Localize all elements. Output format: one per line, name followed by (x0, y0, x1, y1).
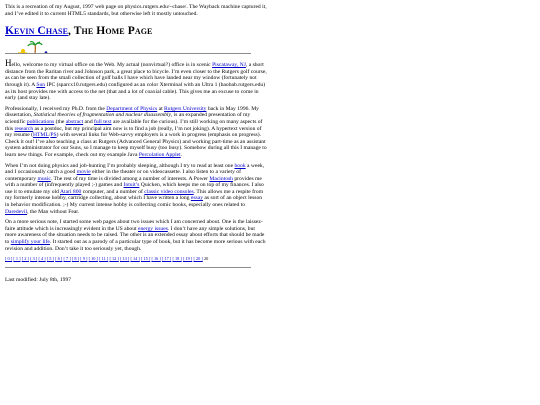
energy-issues-link[interactable]: energy issues (137, 225, 168, 232)
text-run: When I’m not doing physics and job-hunting I’m probably sleeping, although I try to read at least one (5, 162, 235, 169)
text-run: , a short distance from the Raritan river and Johnson park, a great place to bicycle. I’m even closer to the Rutgers golf course, as can be seen from the small collection of golf balls I have which have landed near my window (fortunately not through it). A (5, 62, 267, 88)
resume-ps-link[interactable]: PS (50, 132, 57, 139)
nav-link[interactable]: [ 10 ] (88, 256, 98, 262)
nav-link[interactable]: [ 6 ] (55, 256, 63, 262)
piscataway-link[interactable]: Piscataway, NJ (212, 62, 246, 69)
text-run: . This allows me a respite from my formerly intense hobby, cartridge collecting, about which I have written a long (5, 188, 264, 202)
publications-link[interactable]: publications (26, 118, 55, 125)
text-run: back in May 1996. My dissertation, (5, 105, 259, 119)
text-run: On a more serious note, I started some web pages about two issues which I am concerned about. One is the laissez-faire attitude which is increasingly evident in the US about (5, 219, 263, 232)
simplify-your-life-link[interactable]: simplify your life (10, 239, 50, 246)
text-run: . It started out as a parody of a particular type of book, but it has become more serious with each revision and addition. Don’t take it too seriously yet, though. (5, 239, 266, 252)
banner (5, 42, 251, 56)
text-run: at (157, 105, 165, 112)
intuit-link[interactable]: Intuit’s (123, 182, 140, 189)
text-run: . I don’t have any simple solutions, but more awareness of the situation needs to be raised. The other is an extended essay about efforts that should be made to (5, 225, 265, 246)
text-run: a week, and I occasionally catch a good (5, 162, 265, 176)
professional-paragraph (5, 106, 267, 159)
nav-link[interactable]: [ 7 ] (63, 256, 71, 262)
text-run: . (180, 151, 183, 158)
full-text-link[interactable]: full text (94, 118, 112, 125)
text-run: are available for the curious). I’m still working on many aspects of this (5, 118, 263, 132)
text-run: provides me with a number of (infrequently played ;-) games and (5, 175, 262, 189)
macintosh-link[interactable]: Macintosh (209, 175, 233, 182)
nav-link[interactable]: [ 9 ] (80, 256, 88, 262)
atari-800-link[interactable]: Atari 800 (60, 188, 82, 195)
classic-video-consoles-link[interactable]: classic video consoles (144, 188, 194, 195)
nav-link[interactable]: [ 8 ] (71, 256, 80, 262)
text-run: . The rest of my time is divided among a number of interests. A Power (50, 175, 210, 182)
drop-cap: H (5, 58, 12, 69)
nav-link[interactable]: [ 17 ] (161, 256, 172, 262)
nav-link[interactable]: [ 20 ] (193, 256, 203, 262)
text-run: as a postdoc, but my principal aim now is to find a job (really, I’m not joking). A hypertext version of my resume ( (5, 125, 262, 139)
nav-tail: 20 (203, 256, 209, 262)
text-run: ello, welcome to my virtual office on the Web. My actual (nonvirtual?) office is in scenic (11, 62, 213, 69)
nav-link[interactable]: [ 15 ] (140, 256, 151, 262)
nav-link[interactable]: [ 11 ] (99, 256, 109, 262)
daredevil-link[interactable]: Daredevil (5, 208, 28, 215)
nav-link[interactable]: [ 2 ] (21, 256, 29, 262)
text-run: either in the theater or on videocassette. I also listen to a variety of contemporary (5, 169, 241, 182)
essay-link[interactable]: essay (190, 195, 204, 202)
text-run: , is an expanded presentation of my scientific (5, 112, 251, 125)
resume-html-link[interactable]: HTML (32, 132, 49, 139)
rutgers-university-link[interactable]: Rutgers University (164, 105, 207, 112)
nav-link[interactable]: [ 18 ] (172, 256, 182, 262)
issues-paragraph (5, 219, 267, 252)
text-run: ) with several links for Web-savvy employers is a work in progress (emphasis on progress). Check it out! I’ve also teaching a class at Rutgers (Advanced General Physics) and working part-time as an assistant system administrator for our Suns, so I manage to keep myself busy (too busy). Somehow during all this I manage to learn new things. For example, check out my example Java (5, 132, 267, 158)
research-link[interactable]: research (14, 125, 34, 132)
text-run: (the (54, 118, 66, 125)
footer-rule (5, 267, 251, 268)
nav-link[interactable]: [ 4 ] (38, 256, 46, 262)
banner-rule (5, 53, 251, 54)
page-title (5, 25, 529, 38)
text-run: Professionally, I received my Ph.D. from the (5, 105, 107, 112)
last-modified: Last modified: July 8th, 1997 (5, 277, 72, 284)
title-name-link[interactable]: Kevin Chase (5, 25, 69, 38)
page-navigation (5, 256, 267, 262)
nav-link[interactable]: [ 12 ] (109, 256, 119, 262)
text-run: computer, and a number of (81, 188, 145, 195)
dissertation-title: Statistical theories of fragmentation and nuclear disassembly (33, 112, 171, 119)
nav-link[interactable]: [ 5 ] (46, 256, 54, 262)
abstract-link[interactable]: abstract (65, 118, 84, 125)
hobbies-paragraph (5, 163, 267, 216)
nav-link[interactable]: [ 16 ] (151, 256, 161, 262)
text-run: , the Man without Fear. (27, 208, 80, 215)
text-run: / (48, 132, 51, 139)
nav-link[interactable]: [ 3 ] (30, 256, 38, 262)
title-rest: The Home Page (73, 25, 153, 38)
nav-link[interactable]: [ 0 ] (5, 256, 13, 262)
text-run: and (83, 118, 95, 125)
sun-link[interactable]: Sun (36, 81, 46, 88)
text-run: Quicken, which keeps me on top of my finances. I also use it to emulate my old (5, 182, 264, 195)
movie-link[interactable]: movie (76, 169, 91, 176)
nav-link[interactable]: [ 19 ] (182, 256, 193, 262)
book-link[interactable]: book (234, 162, 246, 169)
intro-paragraph: This is a recreation of my August, 1997 web page on physics.rutgers.edu/~chase/. The Wayback machine captured it, and I’ve edited it to current HTML5 standards, but otherwise left it mostly untouched. (5, 4, 267, 17)
title-separator: , (68, 25, 71, 38)
text-run: IPC (sparcx10.rutgers.edu) configured as an color Xterminal with an Ultra 1 (baobab.rutgers.edu) as its host provides me with access to the net (that and a lot of coaxial cable). This gives me an excuse to come in early (and stay late). (5, 81, 266, 102)
music-link[interactable]: music (37, 175, 51, 182)
nav-link[interactable]: [ 13 ] (119, 256, 130, 262)
text-run: as sort of an object lesson in behavior modification. ;-) My current intense hobby is collecting comic books, especially ones related to (5, 195, 263, 209)
percolation-applet-link[interactable]: Percolation Applet (138, 151, 181, 158)
nav-link[interactable]: [ 14 ] (130, 256, 140, 262)
welcome-paragraph (5, 60, 267, 102)
physics-department-link[interactable]: Department of Physics (106, 105, 158, 112)
nav-link[interactable]: [ 1 ] (13, 256, 21, 262)
